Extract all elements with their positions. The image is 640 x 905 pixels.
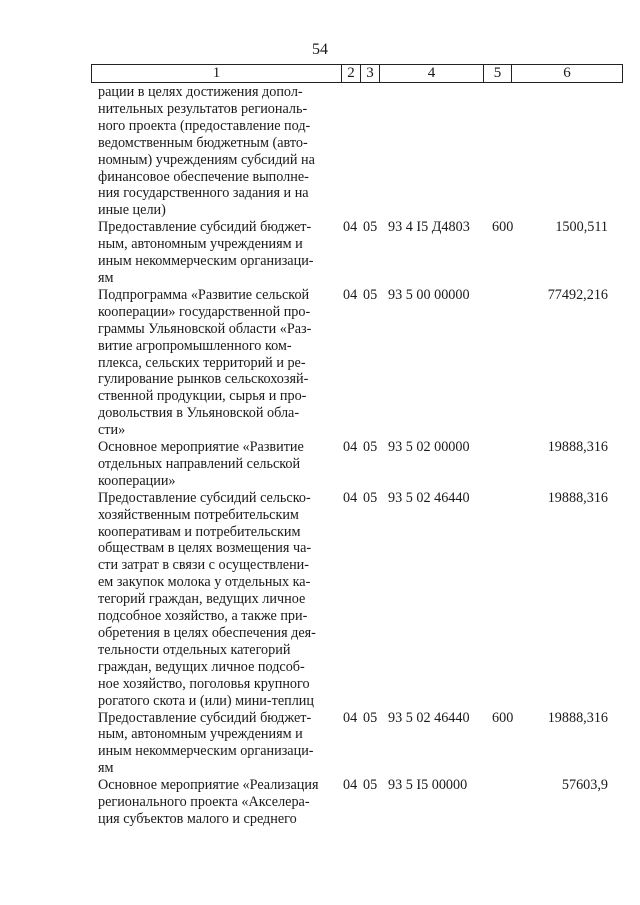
expense-type-code: 600: [492, 219, 514, 236]
description-line: финансовое обеспечение выполне-: [98, 168, 309, 185]
description-line: рогатого скота и (или) мини-теплиц: [98, 692, 314, 709]
section-code: 04: [343, 777, 358, 794]
description-line: кооперации» государственной про-: [98, 303, 311, 320]
description-line: ям: [98, 760, 114, 777]
column-header-1: 1: [212, 65, 221, 81]
description-line: сти затрат в связи с осуществлени-: [98, 557, 310, 574]
section-code: 04: [343, 439, 358, 456]
description-line: граммы Ульяновской области «Раз-: [98, 320, 312, 337]
description-line: Подпрограмма «Развитие сельской: [98, 286, 310, 303]
description-line: ция субъектов малого и среднего: [98, 810, 297, 827]
section-code: 04: [343, 709, 358, 726]
description-line: Основное мероприятие «Развитие: [98, 439, 304, 456]
subsection-code: 05: [363, 489, 378, 506]
description-line: ного проекта (предоставление под-: [98, 117, 311, 134]
description-line: кооперации»: [98, 472, 176, 489]
description-line: Предоставление субсидий бюджет-: [98, 219, 312, 236]
expense-type-code: 600: [492, 709, 514, 726]
column-header-6: 6: [511, 65, 622, 82]
column-header-2: 2: [341, 65, 360, 82]
target-item-code: 93 5 00 00000: [388, 286, 470, 303]
row-description: [98, 777, 333, 828]
target-item-code: 93 5 I5 00000: [388, 777, 468, 794]
description-line: тегорий граждан, ведущих личное: [98, 591, 306, 608]
target-item-code: 93 4 I5 Д4803: [388, 219, 470, 236]
description-line: иным некоммерческим организаци-: [98, 743, 314, 760]
subsection-code: 05: [363, 219, 378, 236]
description-line: обществам в целях возмещения ча-: [98, 540, 312, 557]
description-line: витие агропромышленного ком-: [98, 337, 292, 354]
row-description: [98, 710, 333, 778]
description-line: иным некоммерческим организаци-: [98, 253, 314, 270]
row-description: [98, 219, 333, 287]
row-description: [98, 439, 333, 490]
description-line: Предоставление субсидий сельско-: [98, 489, 311, 506]
table-row: [98, 490, 608, 710]
description-line: ное хозяйство, поголовья крупного: [98, 675, 310, 692]
target-item-code: 93 5 02 46440: [388, 709, 470, 726]
subsection-code: 05: [363, 439, 378, 456]
table-row: [98, 710, 608, 778]
table-header: [91, 64, 623, 83]
description-line: подсобное хозяйство, а также при-: [98, 608, 308, 625]
description-line: ным, автономным учреждениям и: [98, 726, 303, 743]
table-row: [98, 777, 608, 828]
description-line: тельности отдельных категорий: [98, 641, 291, 658]
description-line: Основное мероприятие «Реализация: [98, 777, 319, 794]
description-line: иные цели): [98, 202, 166, 219]
description-line: ственной продукции, сырья и про-: [98, 388, 307, 405]
column-header-3: 3: [360, 65, 379, 82]
description-line: гулирование рынков сельскохозяй-: [98, 371, 309, 388]
section-code: 04: [343, 286, 358, 303]
amount-value: 1500,511: [555, 219, 608, 236]
description-line: ведомственным бюджетным (авто-: [98, 134, 308, 151]
description-line: ем закупок молока у отдельных ка-: [98, 574, 311, 591]
description-line: ям: [98, 269, 114, 286]
description-line: сти»: [98, 422, 126, 439]
section-code: 04: [343, 489, 358, 506]
description-line: регионального проекта «Акселера-: [98, 794, 310, 811]
column-header-4: 4: [379, 65, 483, 82]
amount-value: 19888,316: [547, 489, 608, 506]
subsection-code: 05: [363, 709, 378, 726]
description-line: кооперативам и потребительским: [98, 523, 301, 540]
description-line: рации в целях достижения допол-: [98, 84, 303, 100]
description-line: номным) учреждениям субсидий на: [98, 151, 315, 168]
page-number: 54: [312, 41, 328, 58]
description-line: ния государственного задания и на: [98, 185, 309, 202]
row-description: [98, 287, 333, 439]
amount-value: 19888,316: [547, 439, 608, 456]
description-line: Предоставление субсидий бюджет-: [98, 709, 312, 726]
description-line: хозяйственным потребительским: [98, 506, 299, 523]
subsection-code: 05: [363, 777, 378, 794]
table-row: [98, 84, 608, 219]
target-item-code: 93 5 02 00000: [388, 439, 470, 456]
amount-value: 57603,9: [561, 777, 608, 794]
description-line: довольствия в Ульяновской обла-: [98, 405, 300, 422]
row-description: [98, 490, 333, 710]
amount-value: 19888,316: [547, 709, 608, 726]
section-code: 04: [343, 219, 358, 236]
description-line: граждан, ведущих личное подсоб-: [98, 658, 305, 675]
description-line: обретения в целях обеспечения дея-: [98, 625, 316, 641]
table-row: [98, 287, 608, 439]
subsection-code: 05: [363, 286, 378, 303]
description-line: ным, автономным учреждениям и: [98, 236, 303, 253]
table-row: [98, 439, 608, 490]
column-header-5: 5: [483, 65, 511, 82]
description-line: плекса, сельских территорий и ре-: [98, 354, 306, 371]
description-line: отдельных направлений сельской: [98, 455, 301, 472]
target-item-code: 93 5 02 46440: [388, 489, 470, 506]
amount-value: 77492,216: [547, 286, 608, 303]
table-row: [98, 219, 608, 287]
row-description: [98, 84, 333, 219]
description-line: нительных результатов региональ-: [98, 100, 308, 117]
table-body: [98, 84, 608, 828]
